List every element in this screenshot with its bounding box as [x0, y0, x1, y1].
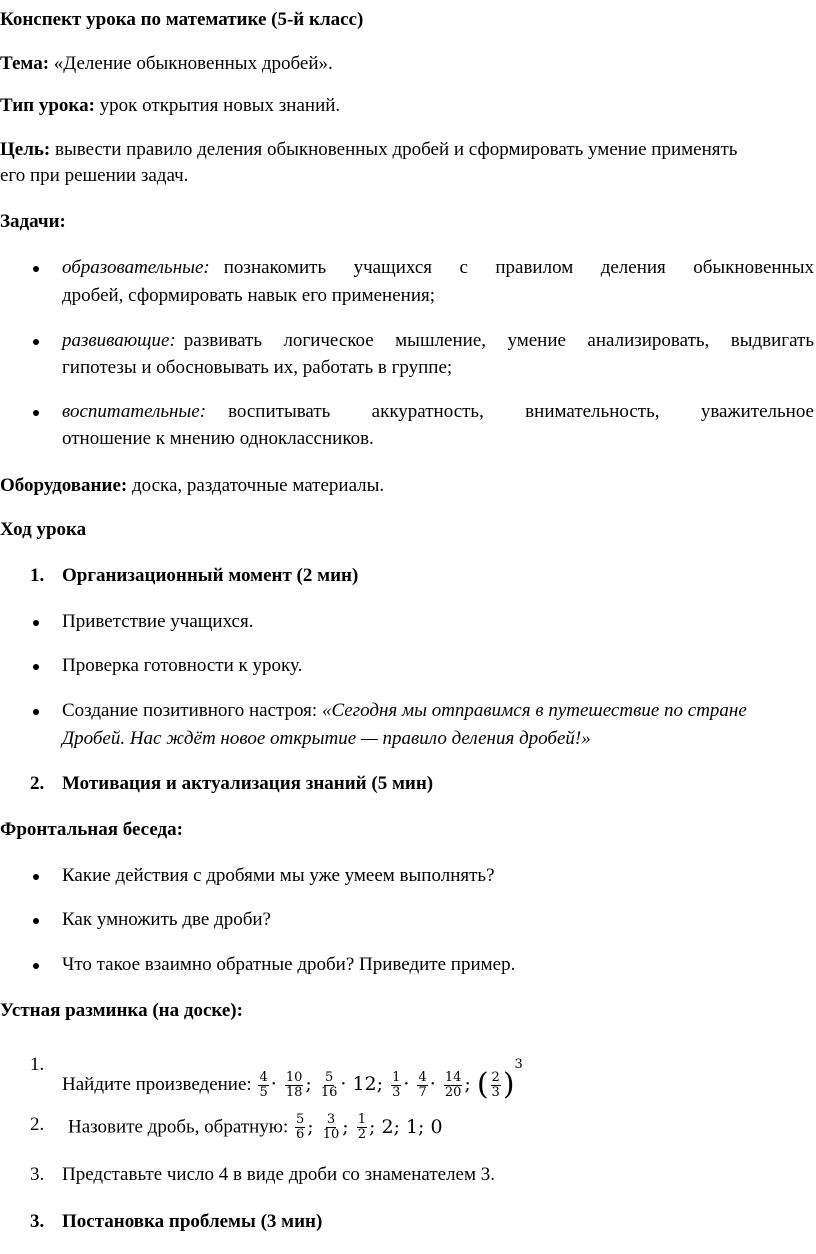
- bullet-icon: [33, 339, 39, 345]
- bullet-icon: [33, 266, 39, 272]
- lesson-type-label: Тип урока:: [0, 95, 95, 116]
- bullet-icon: [33, 410, 39, 416]
- stage-1-item-1: Приветствие учащихся.: [62, 611, 254, 632]
- stage-1-title: Организационный момент (2 мин): [62, 565, 359, 586]
- bullet-icon: [33, 664, 39, 670]
- frontal-item-3: Что такое взаимно обратные дроби? Приведите пример.: [62, 954, 516, 975]
- product-expressions: $\frac{4}{5}$ · $\frac{10}{18}$ ; $\frac{5}{16}$ · 12; $\frac{1}{3}$ · $\frac{4}{7}$ · $\frac{14}{20}$ ; ( $\frac{2}{3}$ )$^3$: [259, 1057, 523, 1102]
- bullet-icon: [33, 918, 39, 924]
- warmup-heading: Устная разминка (на доске):: [0, 1000, 243, 1021]
- frontal-item-2: Как умножить две дроби?: [62, 909, 271, 930]
- warmup-task-2: Назовите дробь, обратную: $\frac{5}{6}$ ; $\frac{3}{10}$ ; $\frac{1}{2}$ ; 2; 1; 0: [68, 1112, 443, 1142]
- goal-line-1: [0, 138, 737, 162]
- task-item-1-line-1: образовательные: познакомить учащихся с правилом деления обыкновенных: [62, 257, 814, 278]
- warmup-task-3-number: 3.: [30, 1164, 45, 1185]
- stage-1-item-2: Проверка готовности к уроку.: [62, 655, 303, 676]
- reciprocal-expressions: $\frac{5}{6}$ ; $\frac{3}{10}$ ; $\frac{1}{2}$ ; 2; 1; 0: [295, 1112, 443, 1142]
- warmup-task-1-number: 1.: [30, 1054, 45, 1075]
- task-item-2-line-2: гипотезы и обосновывать их, работать в группе;: [62, 357, 453, 378]
- goal-line-2: его при решении задач.: [0, 165, 189, 186]
- equipment-label: Оборудование:: [0, 475, 128, 496]
- topic-value: «Деление обыкновенных дробей».: [53, 53, 333, 74]
- task-item-2-line-1: развивающие: развивать логическое мышление, умение анализировать, выдвигать: [62, 330, 814, 351]
- warmup-task-3: Представьте число 4 в виде дроби со знаменателем 3.: [62, 1164, 496, 1185]
- bullet-icon: [33, 709, 39, 715]
- stage-1-mood-line-1: Создание позитивного настроя: «Сегодня мы отправимся в путешествие по стране: [62, 700, 747, 721]
- task-item-3-line-2: отношение к мнению одноклассников.: [62, 428, 374, 449]
- warmup-task-1: Найдите произведение: $\frac{4}{5}$ · $\frac{10}{18}$ ; $\frac{5}{16}$ · 12; $\frac{1}{3}$ · $\frac{4}{7}$ · $\frac{14}{20}$ ; ( $\frac{2}{3}$ )$^3$: [62, 1057, 523, 1102]
- tasks-heading: Задачи:: [0, 211, 66, 232]
- goal-value-1: вывести правило деления обыкновенных дробей и сформировать умение применять: [55, 139, 738, 160]
- stage-3-number: 3.: [30, 1211, 45, 1232]
- equipment-line: [0, 474, 384, 498]
- topic-line: [0, 52, 333, 76]
- document-title: Конспект урока по математике (5-й класс): [0, 9, 364, 30]
- topic-label: Тема:: [0, 53, 50, 74]
- goal-label: Цель:: [0, 139, 51, 160]
- task-item-3-line-1: воспитательные: воспитывать аккуратность, внимательность, уважительное: [62, 401, 814, 422]
- stage-2-title: Мотивация и актуализация знаний (5 мин): [62, 773, 434, 794]
- frontal-heading: Фронтальная беседа:: [0, 819, 183, 840]
- course-heading: Ход урока: [0, 519, 87, 540]
- lesson-type-line: [0, 94, 340, 118]
- stage-3-title: Постановка проблемы (3 мин): [62, 1211, 323, 1232]
- task-item-1-line-2: дробей, сформировать навык его применения;: [62, 285, 436, 306]
- bullet-icon: [33, 874, 39, 880]
- equipment-value: доска, раздаточные материалы.: [131, 475, 385, 496]
- lesson-type-value: урок открытия новых знаний.: [99, 95, 341, 116]
- bullet-icon: [33, 620, 39, 626]
- stage-1-number: 1.: [30, 565, 45, 586]
- stage-1-mood-line-2: Дробей. Нас ждёт новое открытие — правило деления дробей!»: [62, 728, 591, 749]
- stage-2-number: 2.: [30, 773, 45, 794]
- frontal-item-1: Какие действия с дробями мы уже умеем выполнять?: [62, 865, 495, 886]
- warmup-task-2-number: 2.: [30, 1114, 45, 1135]
- bullet-icon: [33, 963, 39, 969]
